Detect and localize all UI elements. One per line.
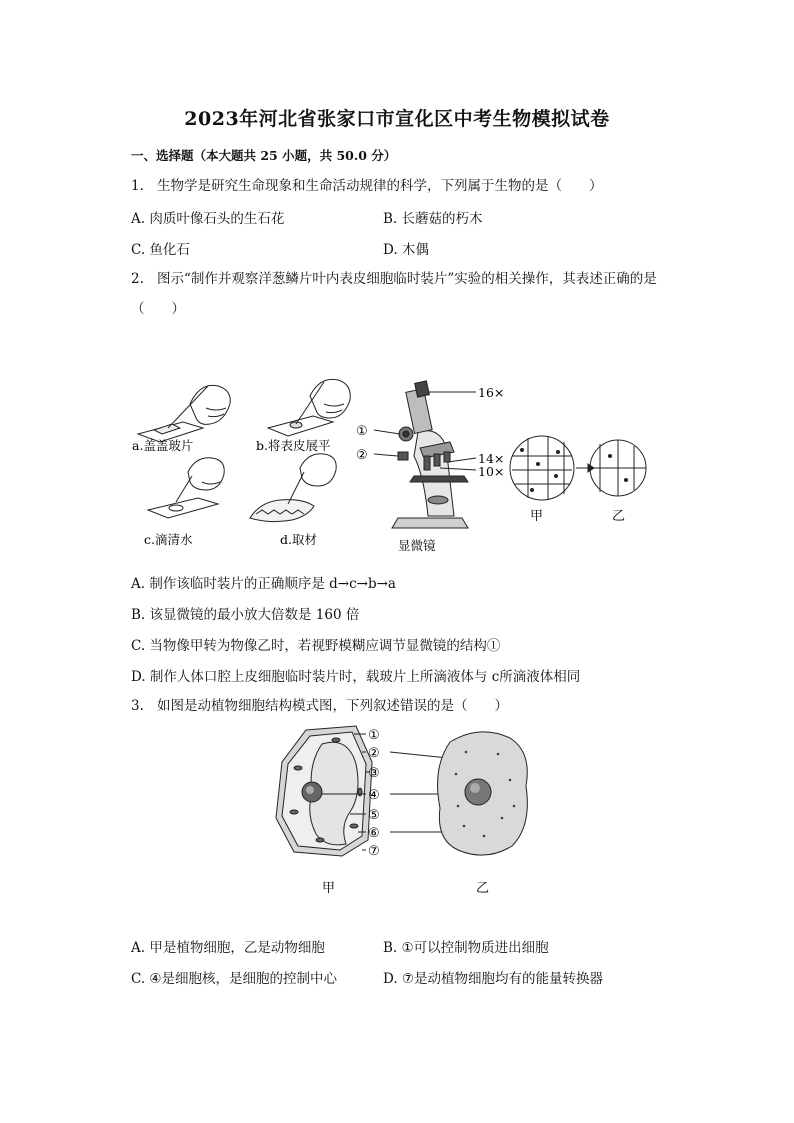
question-number: 1. (131, 178, 144, 194)
q1-option-c[interactable]: C. 鱼化石 (131, 242, 190, 258)
q3-option-d[interactable]: D. ⑦是动植物细胞均有的能量转换器 (383, 971, 604, 987)
q2-option-a[interactable]: A. 制作该临时装片的正确顺序是 d→c→b→a (131, 576, 396, 592)
q3-cell-figure (270, 722, 550, 898)
q2-option-b[interactable]: B. 该显微镜的最小放大倍数是 160 倍 (131, 607, 360, 623)
marker-2: ② (356, 448, 368, 463)
cell-label-1: ① (368, 728, 380, 743)
cell-label-3: ③ (368, 766, 380, 781)
cell-label-4: ④ (368, 788, 380, 803)
cell-label-2: ② (368, 746, 380, 761)
plant-cell-illustration (276, 726, 372, 856)
q2-option-c[interactable]: C. 当物像甲转为物像乙时，若视野模糊应调节显微镜的结构① (131, 638, 501, 654)
q1-option-d[interactable]: D. 木偶 (383, 242, 429, 258)
question-number: 2. (131, 271, 144, 287)
view-yi-illustration (590, 440, 646, 496)
q3-option-b[interactable]: B. ①可以控制物质进出细胞 (383, 940, 549, 956)
cell-label-6: ⑥ (368, 826, 380, 841)
q2-option-d[interactable]: D. 制作人体口腔上皮细胞临时装片时，载玻片上所滴液体与 c所滴液体相同 (131, 669, 581, 685)
question-3 (131, 696, 711, 716)
cell-yi-label: 乙 (476, 881, 490, 896)
animal-cell-illustration (438, 732, 528, 855)
q3-option-c[interactable]: C. ④是细胞核，是细胞的控制中心 (131, 971, 338, 987)
microscope-illustration (374, 381, 476, 528)
page-title: 2023年河北省张家口市宣化区中考生物模拟试卷 (184, 108, 610, 130)
question-2 (131, 269, 731, 289)
step-b-illustration (268, 379, 350, 436)
q2-figure (128, 372, 668, 557)
objective-low-label: 10× (478, 464, 505, 479)
step-a-illustration (138, 385, 230, 442)
question-1 (131, 176, 711, 196)
step-b-label: b.将表皮展平 (256, 438, 331, 453)
question-number: 3. (131, 698, 144, 714)
question-stem: 图示“制作并观察洋葱鳞片叶内表皮细胞临时装片”实验的相关操作，其表述正确的是 (157, 271, 657, 287)
cell-jia-label: 甲 (322, 881, 336, 896)
q1-option-b[interactable]: B. 长蘑菇的朽木 (383, 211, 483, 227)
marker-1: ① (356, 424, 368, 439)
q3-option-a[interactable]: A. 甲是植物细胞，乙是动物细胞 (131, 940, 325, 956)
view-jia-label: 甲 (530, 509, 544, 524)
step-c-illustration (148, 458, 224, 518)
objective-high-label: 14× (478, 451, 505, 466)
question-2-stem-cont: （ ） (131, 301, 185, 317)
view-jia-illustration (510, 436, 574, 500)
cell-label-5: ⑤ (368, 808, 380, 823)
eyepiece-label: 16× (478, 385, 505, 400)
step-d-illustration (250, 454, 336, 522)
step-a-label: a.盖盖玻片 (132, 438, 194, 453)
step-c-label: c.滴清水 (144, 532, 193, 547)
question-stem: 生物学是研究生命现象和生命活动规律的科学，下列属于生物的是（ ） (157, 178, 603, 194)
section-heading: 一、选择题（本大题共 25 小题，共 50.0 分） (131, 148, 397, 163)
step-d-label: d.取材 (280, 532, 317, 547)
question-stem: 如图是动植物细胞结构模式图，下列叙述错误的是（ ） (157, 698, 508, 714)
q1-option-a[interactable]: A. 肉质叶像石头的生石花 (131, 211, 285, 227)
microscope-label: 显微镜 (398, 538, 436, 553)
view-yi-label: 乙 (612, 509, 626, 524)
cell-label-7: ⑦ (368, 844, 380, 859)
